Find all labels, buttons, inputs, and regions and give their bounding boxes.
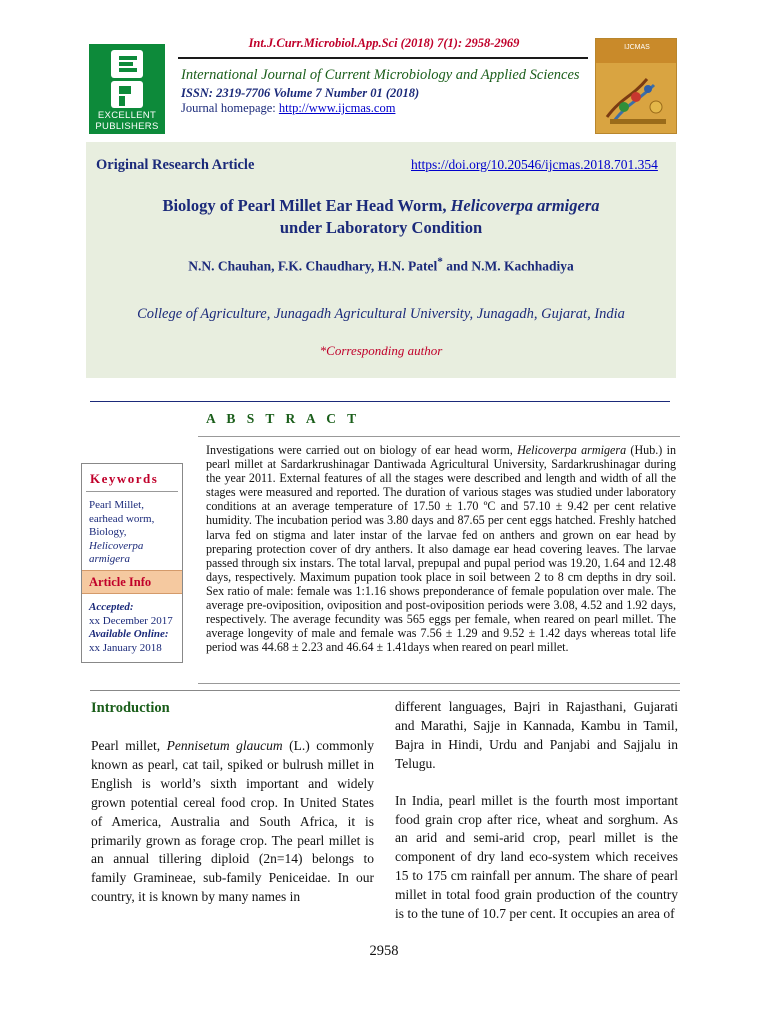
right-paragraph-2: In India, pearl millet is the fourth most important food grain crop after rice, wheat and sorghum. As an arid and semi-arid crop, pearl millet is the component of dry land eco-system which receives 15 to 175 cm rainfall per annum. The share of pearl millet in total food grain production of the country is to the tune of 10.7 per cent. It occupies an area of <box>395 792 678 922</box>
keyword-list <box>89 499 181 567</box>
accepted-date: xx December 2017 <box>89 614 173 627</box>
online-date: xx January 2018 <box>89 641 162 654</box>
authors-part1: N.N. Chauhan, F.K. Chaudhary, H.N. Patel <box>188 258 438 274</box>
keyword-species-epithet: armigera <box>89 553 130 565</box>
body-left-column <box>91 737 374 907</box>
section-rule <box>90 401 670 402</box>
header-rule <box>178 57 588 59</box>
journal-cover-image <box>595 38 677 134</box>
logo-text-line2: PUBLISHERS <box>95 121 159 132</box>
right-paragraph-1: different languages, Bajri in Rajasthani, Gujarati and Marathi, Sajje in Kannada, Kambu in Tamil, Bajra in Hindi, Urdu and Panjabi and Sajjalu in Telugu. <box>395 699 678 771</box>
journal-citation: Int.J.Curr.Microbiol.App.Sci (2018) 7(1): 2958-2969 <box>248 36 520 50</box>
logo-text-line1: EXCELLENT <box>97 110 157 121</box>
affiliation: College of Agriculture, Junagadh Agricultural University, Junagadh, Gujarat, India <box>137 306 625 322</box>
title-species: Helicoverpa armigera <box>450 196 600 215</box>
abstract-heading: A B S T R A C T <box>206 411 361 426</box>
article-info-band <box>82 570 182 594</box>
left-part1: Pearl millet, <box>91 738 167 753</box>
body-right-column <box>395 698 678 924</box>
title-part2: under Laboratory Condition <box>279 218 483 237</box>
issn-volume: ISSN: 2319-7706 Volume 7 Number 01 (2018) <box>181 86 420 100</box>
cover-title: IJCMAS <box>624 44 650 51</box>
publisher-logo <box>89 44 165 134</box>
keyword-item: Biology, <box>89 526 127 538</box>
dna-illustration-icon <box>602 67 672 127</box>
left-part2: (L.) commonly known as pearl, cat tail, spiked or bulrush millet in English is world’s sixth important and widely grown potential cereal food crop. In United States of America, Australia and South Africa, it is primarily grown as forage crop. The pearl millet is an annual tillering diploid (2n=14) belongs to family Gramineae, sub-family Peniceidae. In our country, it is known by many names in <box>91 738 375 905</box>
author-list <box>86 256 676 275</box>
article-info-heading: Article Info <box>89 575 152 589</box>
authors-part2: and N.M. Kachhadiya <box>442 258 574 274</box>
online-label: Available Online: <box>89 628 169 640</box>
abstract-part2: (Hub.) in pearl millet at Sardarkrushinagar Dantiwada Agricultural University, Sardarkrushinagar during the year 2011. External features of all the stages were described and length and width of all the stages were measured and reported. The duration of various stages was studied under laboratory conditions at an average temperature of 17.50 ± 1.70 ºC and 57.10 ± 9.42 per cent relative humidity. The incubation period was 3.80 days and 87.65 per cent eggs hatched. Freshly hatched larva fed on stigma and later instar of the larvae fed on anthers and grown on ear head by preparing protection cover of dry anthers. It also damage ear head covering leaves. The larvae passed through six instars. The total larval, prepupal and pupal period was 19.20, 1.64 and 12.48 days, respectively. Maximum pupation took place in soil between 2 to 8 cm depths in dry soil. Sex ratio of male: female was 1:1.16 shows preponderance of female population over male. The average pre-oviposition, oviposition and post-oviposition periods were 3.08, 4.52 and 1.92 days, respectively. The average fecundity was 565 eggs per female, when reared on pearl millet. The average longevity of male and female was 7.56 ± 1.29 and 9.52 ± 1.42 days whereas total life period was 44.68 ± 2.23 and 46.64 ± 1.41days when reared on pearl millet. <box>206 443 677 655</box>
accepted-label: Accepted: <box>89 601 134 613</box>
keyword-item: Pearl Millet, <box>89 499 144 511</box>
left-species: Pennisetum glaucum <box>166 738 283 753</box>
paper-title <box>86 195 676 239</box>
keywords-sidebar <box>81 463 183 663</box>
doi-link[interactable]: https://doi.org/10.20546/ijcmas.2018.701.354 <box>411 157 658 172</box>
abstract-species: Helicoverpa armigera <box>517 443 627 457</box>
keywords-rule <box>86 491 178 492</box>
title-part1: Biology of Pearl Millet Ear Head Worm, <box>162 196 451 215</box>
article-info-list <box>89 601 181 655</box>
journal-name: International Journal of Current Microbiology and Applied Sciences <box>181 67 580 83</box>
abstract-text <box>206 443 676 654</box>
abstract-box <box>198 436 680 684</box>
page-number: 2958 <box>369 943 399 959</box>
homepage-label: Journal homepage: <box>181 101 279 115</box>
keywords-heading: Keywords <box>90 471 159 486</box>
keyword-species-genus: Helicoverpa <box>89 539 144 552</box>
corresponding-author-note: *Corresponding author <box>319 343 443 358</box>
homepage-link[interactable]: http://www.ijcmas.com <box>278 101 396 115</box>
keyword-item: earhead worm, <box>89 512 155 525</box>
introduction-heading: Introduction <box>91 700 170 716</box>
corresponding-mark: * <box>437 256 443 268</box>
abstract-bottom-rule <box>90 690 680 691</box>
abstract-part1: Investigations were carried out on biology of ear head worm, <box>206 443 518 457</box>
journal-homepage <box>181 101 395 116</box>
article-type: Original Research Article <box>96 157 255 173</box>
ep-logo-icon <box>101 48 153 110</box>
